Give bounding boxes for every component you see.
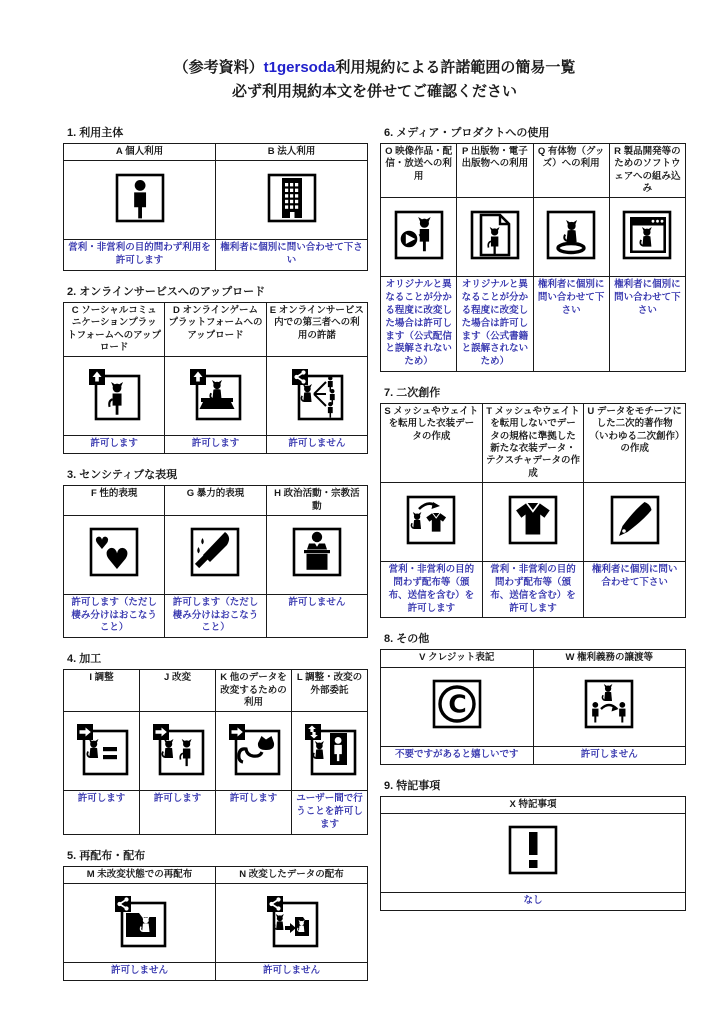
title-line-1 <box>63 56 686 80</box>
item-status: なし <box>381 892 686 910</box>
item-icon-cell <box>609 198 685 277</box>
item-icon-cell <box>64 712 140 791</box>
pen-icon <box>608 493 662 547</box>
person-icon <box>113 171 167 225</box>
section-heading: 4. 加工 <box>67 653 102 666</box>
item-header: R 製品開発等のためのソフトウェアへの組み込み <box>609 144 685 198</box>
item-header: T メッシュやウェイトを転用しないでデータの規格に準拠した新たな衣装データ・テクスチャデータの作成 <box>482 404 584 483</box>
permission-table <box>63 485 368 638</box>
section-heading: 9. 特記事項 <box>384 779 441 792</box>
content-columns <box>63 120 686 989</box>
arrow-cat-equals-icon <box>75 722 129 776</box>
item-icon-cell <box>381 813 686 892</box>
permission-table <box>63 866 368 981</box>
svg-text:C: C <box>448 689 467 719</box>
clothes-icon <box>506 493 560 547</box>
permission-table <box>63 669 368 834</box>
item-status: 許可しません <box>64 963 216 981</box>
copyright-icon <box>430 677 484 731</box>
item-icon-cell <box>292 712 368 791</box>
item-header: C ソーシャルコミュニケーションプラットフォームへのアップロード <box>64 302 165 356</box>
item-icon-cell <box>266 515 367 594</box>
item-status: 許可します <box>165 436 266 454</box>
section-1 <box>63 120 368 271</box>
item-status: ユーザー間で行うことを許可します <box>292 791 368 834</box>
section-heading: 1. 利用主体 <box>67 127 124 139</box>
section-9 <box>380 773 686 911</box>
item-status: 営利・非営利の目的問わず利用を許可します <box>64 240 216 271</box>
permission-table <box>380 649 686 764</box>
item-icon-cell <box>64 884 216 963</box>
item-status: 権利者に個別に問い合わせて下さい <box>584 562 686 618</box>
section-3 <box>63 462 368 638</box>
item-header: Q 有体物（グッズ）への利用 <box>533 144 609 198</box>
item-header: M 未改変状態での再配布 <box>64 866 216 883</box>
section-heading: 6. メディア・プロダクトへの使用 <box>384 127 550 139</box>
section-4 <box>63 646 368 834</box>
permission-table <box>380 143 686 372</box>
arrow-two-cats-icon <box>151 722 205 776</box>
permission-table <box>380 796 686 911</box>
item-header: O 映像作品・配信・放送への利用 <box>381 144 457 198</box>
item-icon-cell <box>482 483 584 562</box>
knife-icon <box>188 525 242 579</box>
title-suffix: 利用規約による許諾範囲の簡易一覧 <box>335 59 576 76</box>
item-status: 許可します（ただし棲み分けはおこなうこと） <box>64 594 165 637</box>
item-header: A 個人利用 <box>64 144 216 161</box>
item-icon-cell <box>381 198 457 277</box>
figurine-cat-icon <box>544 208 598 262</box>
item-status: 許可します <box>64 436 165 454</box>
item-status: 許可しません <box>266 436 367 454</box>
exclamation-icon <box>506 823 560 877</box>
item-status: 許可します <box>140 791 216 834</box>
section-heading: 2. オンラインサービスへのアップロード <box>67 285 266 298</box>
item-header: G 暴力的表現 <box>165 486 266 516</box>
item-icon-cell <box>140 712 216 791</box>
page-title <box>63 56 686 104</box>
item-status: 許可します（ただし棲み分けはおこなうこと） <box>165 594 266 637</box>
section-heading: 8. その他 <box>384 633 430 646</box>
cat-handover-icon <box>582 677 636 731</box>
item-status: オリジナルと異なることが分かる程度に改変した場合は許可します（公式書籍と誤解されないため） <box>457 277 533 372</box>
section-heading: 7. 二次創作 <box>384 387 441 400</box>
item-header: J 改変 <box>140 670 216 712</box>
item-header: W 権利義務の譲渡等 <box>533 650 686 667</box>
item-status: 不要ですがあると嬉しいです <box>381 746 534 764</box>
item-status: 許可しません <box>533 746 686 764</box>
section-7 <box>380 380 686 618</box>
item-header: F 性的表現 <box>64 486 165 516</box>
item-icon-cell <box>216 161 368 240</box>
building-icon <box>265 171 319 225</box>
item-status: 権利者に個別に問い合わせて下さい <box>533 277 609 372</box>
transfer-cat-person-icon <box>303 722 357 776</box>
item-header: H 政治活動・宗教活動 <box>266 486 367 516</box>
item-header: X 特記事項 <box>381 796 686 813</box>
section-heading: 3. センシティブな表現 <box>67 469 178 482</box>
item-icon-cell <box>584 483 686 562</box>
arrow-cat-shape-icon <box>227 722 281 776</box>
permission-table <box>63 302 368 454</box>
item-header: V クレジット表記 <box>381 650 534 667</box>
right-column <box>380 120 686 919</box>
section-5 <box>63 843 368 981</box>
item-header: N 改変したデータの配布 <box>216 866 368 883</box>
svg-text:♥: ♥ <box>104 542 131 577</box>
share-cat-folder-icon <box>265 894 319 948</box>
podium-speaker-icon <box>290 525 344 579</box>
share-folder-cat-icon <box>113 894 167 948</box>
item-header: K 他のデータを改変するための利用 <box>216 670 292 712</box>
item-status: 許可します <box>64 791 140 834</box>
item-status: 許可しません <box>216 963 368 981</box>
item-icon-cell <box>457 198 533 277</box>
section-2 <box>63 279 368 454</box>
item-header: I 調整 <box>64 670 140 712</box>
item-status: 営利・非営利の目的問わず配布等（頒布、送信を含む）を許可します <box>381 562 483 618</box>
item-icon-cell <box>533 667 686 746</box>
item-icon-cell <box>64 515 165 594</box>
item-icon-cell <box>216 712 292 791</box>
item-icon-cell <box>165 515 266 594</box>
section-heading: 5. 再配布・配布 <box>67 849 146 862</box>
item-status: 権利者に個別に問い合わせて下さい <box>609 277 685 372</box>
item-icon-cell <box>266 357 367 436</box>
item-icon-cell <box>381 667 534 746</box>
item-header: S メッシュやウェイトを転用した衣装データの作成 <box>381 404 483 483</box>
title-prefix: （参考資料） <box>173 59 264 76</box>
item-status: 営利・非営利の目的問わず配布等（頒布、送信を含む）を許可します <box>482 562 584 618</box>
permission-table <box>380 403 686 618</box>
item-status: 許可します <box>216 791 292 834</box>
item-status: オリジナルと異なることが分かる程度に改変した場合は許可します（公式配信と誤解されないため） <box>381 277 457 372</box>
item-icon-cell <box>381 483 483 562</box>
item-header: U データをモチーフにした二次的著作物（いわゆる二次創作）の作成 <box>584 404 686 483</box>
svg-text:♥: ♥ <box>94 534 110 555</box>
item-icon-cell <box>64 357 165 436</box>
recycle-cat-clothes-icon <box>404 493 458 547</box>
cat-play-icon <box>392 208 446 262</box>
upload-cat-icon <box>87 367 141 421</box>
permission-table <box>63 143 368 271</box>
brand-name: t1gersoda <box>263 59 336 76</box>
left-column <box>63 120 368 989</box>
item-icon-cell <box>533 198 609 277</box>
item-status: 許可しません <box>266 594 367 637</box>
item-status: 権利者に個別に問い合わせて下さい <box>216 240 368 271</box>
section-6 <box>380 120 686 372</box>
item-header: E オンラインサービス内での第三者への利用の許諾 <box>266 302 367 356</box>
item-icon-cell <box>165 357 266 436</box>
item-header: B 法人利用 <box>216 144 368 161</box>
window-cat-icon <box>620 208 674 262</box>
item-icon-cell <box>216 884 368 963</box>
item-header: L 調整・改変の外部委託 <box>292 670 368 712</box>
hearts-icon <box>87 525 141 579</box>
item-header: D オンラインゲームプラットフォームへのアップロード <box>165 302 266 356</box>
upload-cat-monitor-icon <box>188 367 242 421</box>
page-cat-icon <box>468 208 522 262</box>
title-line-2: 必ず利用規約本文を併せてご確認ください <box>231 83 517 100</box>
item-header: P 出版物・電子出版物への利用 <box>457 144 533 198</box>
upload-cat-share-icon <box>290 367 344 421</box>
item-icon-cell <box>64 161 216 240</box>
section-8 <box>380 626 686 764</box>
